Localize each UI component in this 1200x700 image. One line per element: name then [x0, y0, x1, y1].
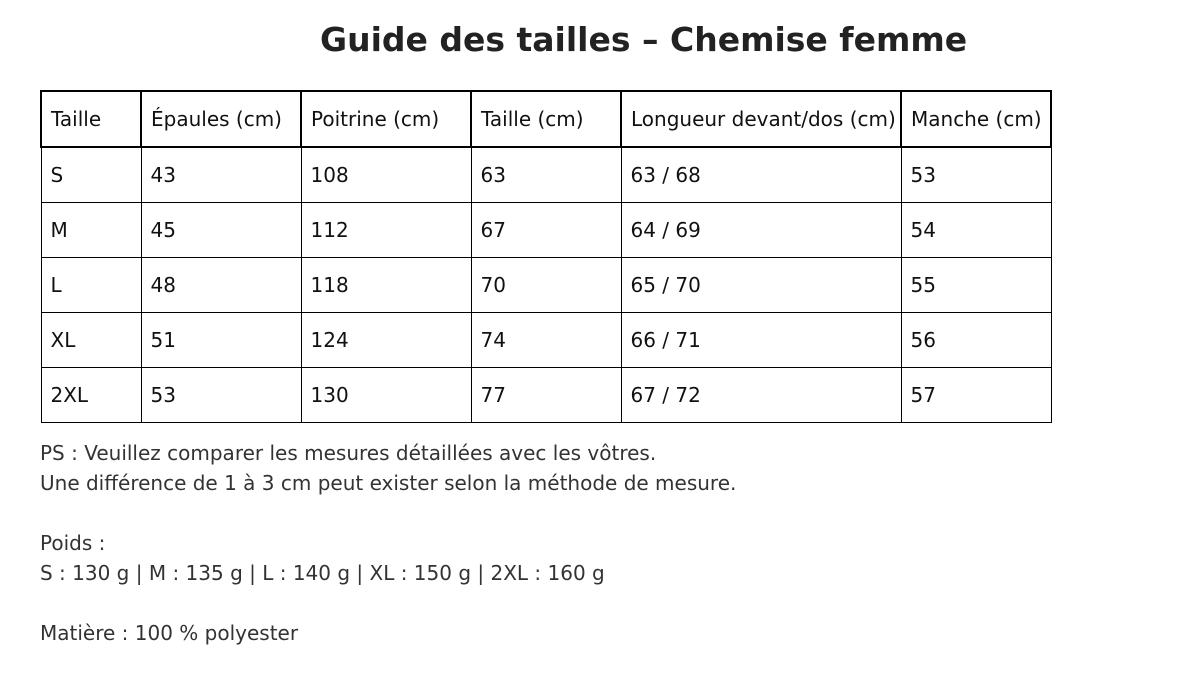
- page-title: Guide des tailles – Chemise femme: [320, 20, 968, 59]
- table-cell: 66 / 71: [621, 313, 901, 368]
- note-ps-line2: Une différence de 1 à 3 cm peut exister selon la méthode de mesure.: [40, 471, 737, 495]
- table-cell: 48: [141, 258, 301, 313]
- material-info: Matière : 100 % polyester: [40, 621, 299, 645]
- table-cell: 55: [901, 258, 1051, 313]
- table-cell: 112: [301, 203, 471, 258]
- weight-values: S : 130 g | M : 135 g | L : 140 g | XL : 150 g | 2XL : 160 g: [40, 561, 605, 585]
- notes-spacer: [40, 588, 736, 618]
- table-cell: 53: [141, 368, 301, 423]
- header-longueur: Longueur devant/dos (cm): [621, 91, 901, 147]
- notes-section: [40, 438, 736, 648]
- header-taille: Taille: [41, 91, 141, 147]
- header-manche: Manche (cm): [901, 91, 1051, 147]
- header-poitrine: Poitrine (cm): [301, 91, 471, 147]
- notes-spacer: [40, 498, 736, 528]
- table-cell: 67 / 72: [621, 368, 901, 423]
- table-cell: 108: [301, 147, 471, 203]
- table-cell: 2XL: [41, 368, 141, 423]
- table-cell: 45: [141, 203, 301, 258]
- table-cell: 54: [901, 203, 1051, 258]
- table-row: [41, 368, 1051, 423]
- table-row: [41, 147, 1051, 203]
- table-row: [41, 203, 1051, 258]
- table-cell: M: [41, 203, 141, 258]
- table-cell: 74: [471, 313, 621, 368]
- table-row: [41, 313, 1051, 368]
- table-row: [41, 258, 1051, 313]
- header-epaules: Épaules (cm): [141, 91, 301, 147]
- size-table: [40, 90, 1052, 423]
- header-taille-cm: Taille (cm): [471, 91, 621, 147]
- weight-label: Poids :: [40, 531, 106, 555]
- table-cell: 43: [141, 147, 301, 203]
- table-cell: 67: [471, 203, 621, 258]
- table-header-row: [41, 91, 1051, 147]
- table-cell: 53: [901, 147, 1051, 203]
- table-cell: 118: [301, 258, 471, 313]
- table-cell: 130: [301, 368, 471, 423]
- table-cell: 63 / 68: [621, 147, 901, 203]
- table-cell: 65 / 70: [621, 258, 901, 313]
- table-cell: 57: [901, 368, 1051, 423]
- table-cell: 63: [471, 147, 621, 203]
- table-cell: 51: [141, 313, 301, 368]
- table-cell: 70: [471, 258, 621, 313]
- table-cell: S: [41, 147, 141, 203]
- note-ps-line1: PS : Veuillez comparer les mesures détaillées avec les vôtres.: [40, 441, 657, 465]
- table-cell: 77: [471, 368, 621, 423]
- table-cell: 56: [901, 313, 1051, 368]
- table-cell: 124: [301, 313, 471, 368]
- table-cell: L: [41, 258, 141, 313]
- table-cell: 64 / 69: [621, 203, 901, 258]
- table-cell: XL: [41, 313, 141, 368]
